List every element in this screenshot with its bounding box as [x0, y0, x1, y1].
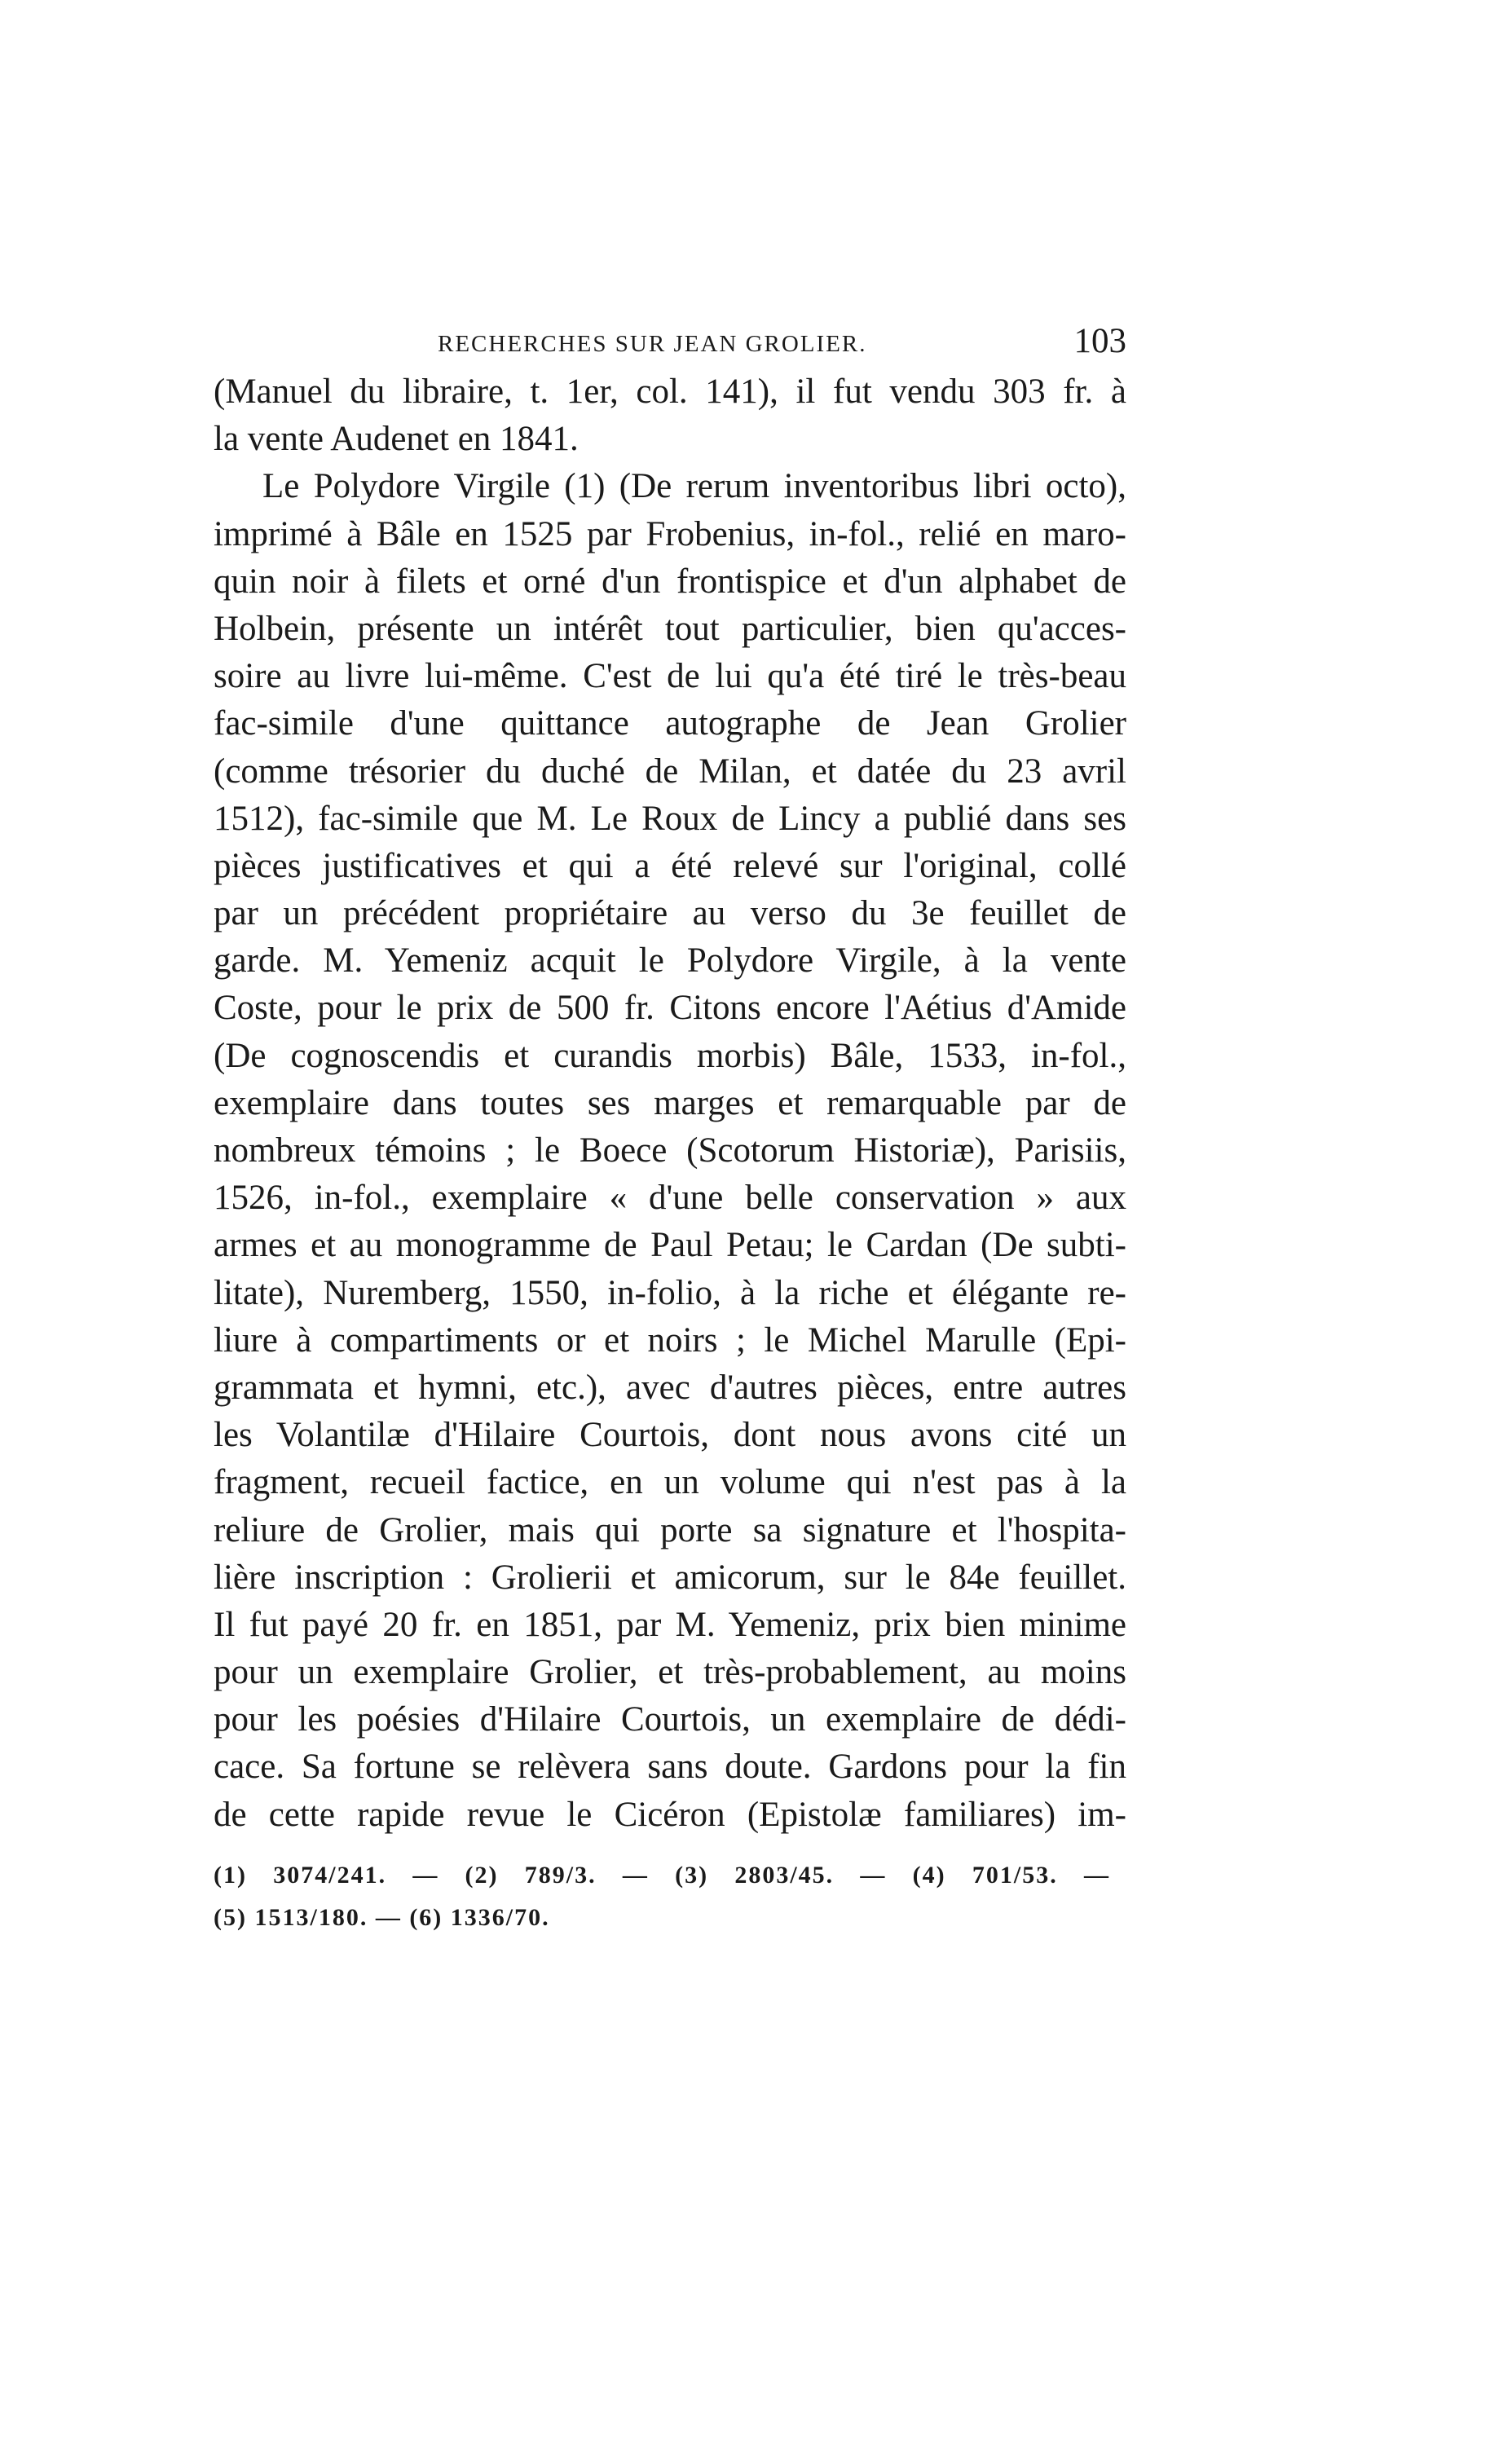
text-line: par un précédent propriétaire au verso du 3e feuillet de — [214, 894, 1126, 933]
text-line: cace. Sa fortune se relèvera sans doute. Gardons pour la fin — [214, 1748, 1126, 1787]
text-line: Holbein, présente un intérêt tout particulier, bien qu'acces- — [214, 609, 1126, 648]
text-line: liure à compartiments or et noirs ; le Michel Marulle (Epi- — [214, 1320, 1126, 1360]
footnote-line: (5) 1513/180. — (6) 1336/70. — [214, 1904, 550, 1931]
text-line: grammata et hymni, etc.), avec d'autres pièces, entre autres — [214, 1368, 1126, 1407]
text-line: reliure de Grolier, mais qui porte sa signature et l'hospita- — [214, 1510, 1126, 1549]
text-line: pour un exemplaire Grolier, et très-probablement, au moins — [214, 1653, 1126, 1692]
text-line: Il fut payé 20 fr. en 1851, par M. Yemeniz, prix bien minime — [214, 1605, 1126, 1644]
text-line: imprimé à Bâle en 1525 par Frobenius, in-fol., relié en maro- — [214, 514, 1126, 553]
body-text — [214, 368, 1126, 1839]
footnotes — [214, 1854, 1110, 1939]
text-line: fragment, recueil factice, en un volume qui n'est pas à la — [214, 1463, 1126, 1502]
page-number: 103 — [1073, 322, 1126, 360]
text-line: (comme trésorier du duché de Milan, et datée du 23 avril — [214, 752, 1126, 791]
text-line: nombreux témoins ; le Boece (Scotorum Historiæ), Parisiis, — [214, 1131, 1126, 1170]
text-line: les Volantilæ d'Hilaire Courtois, dont nous avons cité un — [214, 1416, 1126, 1455]
text-line: Le Polydore Virgile (1) (De rerum inventoribus libri octo), — [262, 467, 1126, 506]
text-line: armes et au monogramme de Paul Petau; le Cardan (De subti- — [214, 1226, 1126, 1265]
text-line: garde. M. Yemeniz acquit le Polydore Virgile, à la vente — [214, 941, 1126, 981]
text-line: pièces justificatives et qui a été relevé sur l'original, collé — [214, 846, 1126, 885]
text-line: quin noir à filets et orné d'un frontispice et d'un alphabet de — [214, 562, 1126, 601]
text-line: soire au livre lui-même. C'est de lui qu'a été tiré le très-beau — [214, 657, 1126, 696]
text-line: exemplaire dans toutes ses marges et remarquable par de — [214, 1083, 1126, 1122]
text-line: 1512), fac-simile que M. Le Roux de Lincy a publié dans ses — [214, 799, 1126, 838]
running-head — [214, 321, 1126, 370]
text-line: litate), Nuremberg, 1550, in-folio, à la riche et élégante re- — [214, 1273, 1126, 1312]
text-line: (De cognoscendis et curandis morbis) Bâle, 1533, in-fol., — [214, 1036, 1126, 1075]
text-line: de cette rapide revue le Cicéron (Epistolæ familiares) im- — [214, 1795, 1126, 1834]
text-line: lière inscription : Grolierii et amicorum, sur le 84e feuillet. — [214, 1558, 1126, 1597]
text-line: fac-simile d'une quittance autographe de Jean Grolier — [214, 704, 1126, 743]
text-line: 1526, in-fol., exemplaire « d'une belle conservation » aux — [214, 1179, 1126, 1218]
text-line: (Manuel du libraire, t. 1er, col. 141), il fut vendu 303 fr. à — [214, 372, 1126, 411]
running-title: RECHERCHES SUR JEAN GROLIER. — [438, 331, 867, 357]
text-line: la vente Audenet en 1841. — [214, 420, 579, 459]
footnote-line: (1) 3074/241. — (2) 789/3. — (3) 2803/45. — (4) 701/53. — — [214, 1862, 1110, 1889]
text-line: Coste, pour le prix de 500 fr. Citons encore l'Aétius d'Amide — [214, 989, 1126, 1028]
text-line: pour les poésies d'Hilaire Courtois, un exemplaire de dédi- — [214, 1700, 1126, 1739]
